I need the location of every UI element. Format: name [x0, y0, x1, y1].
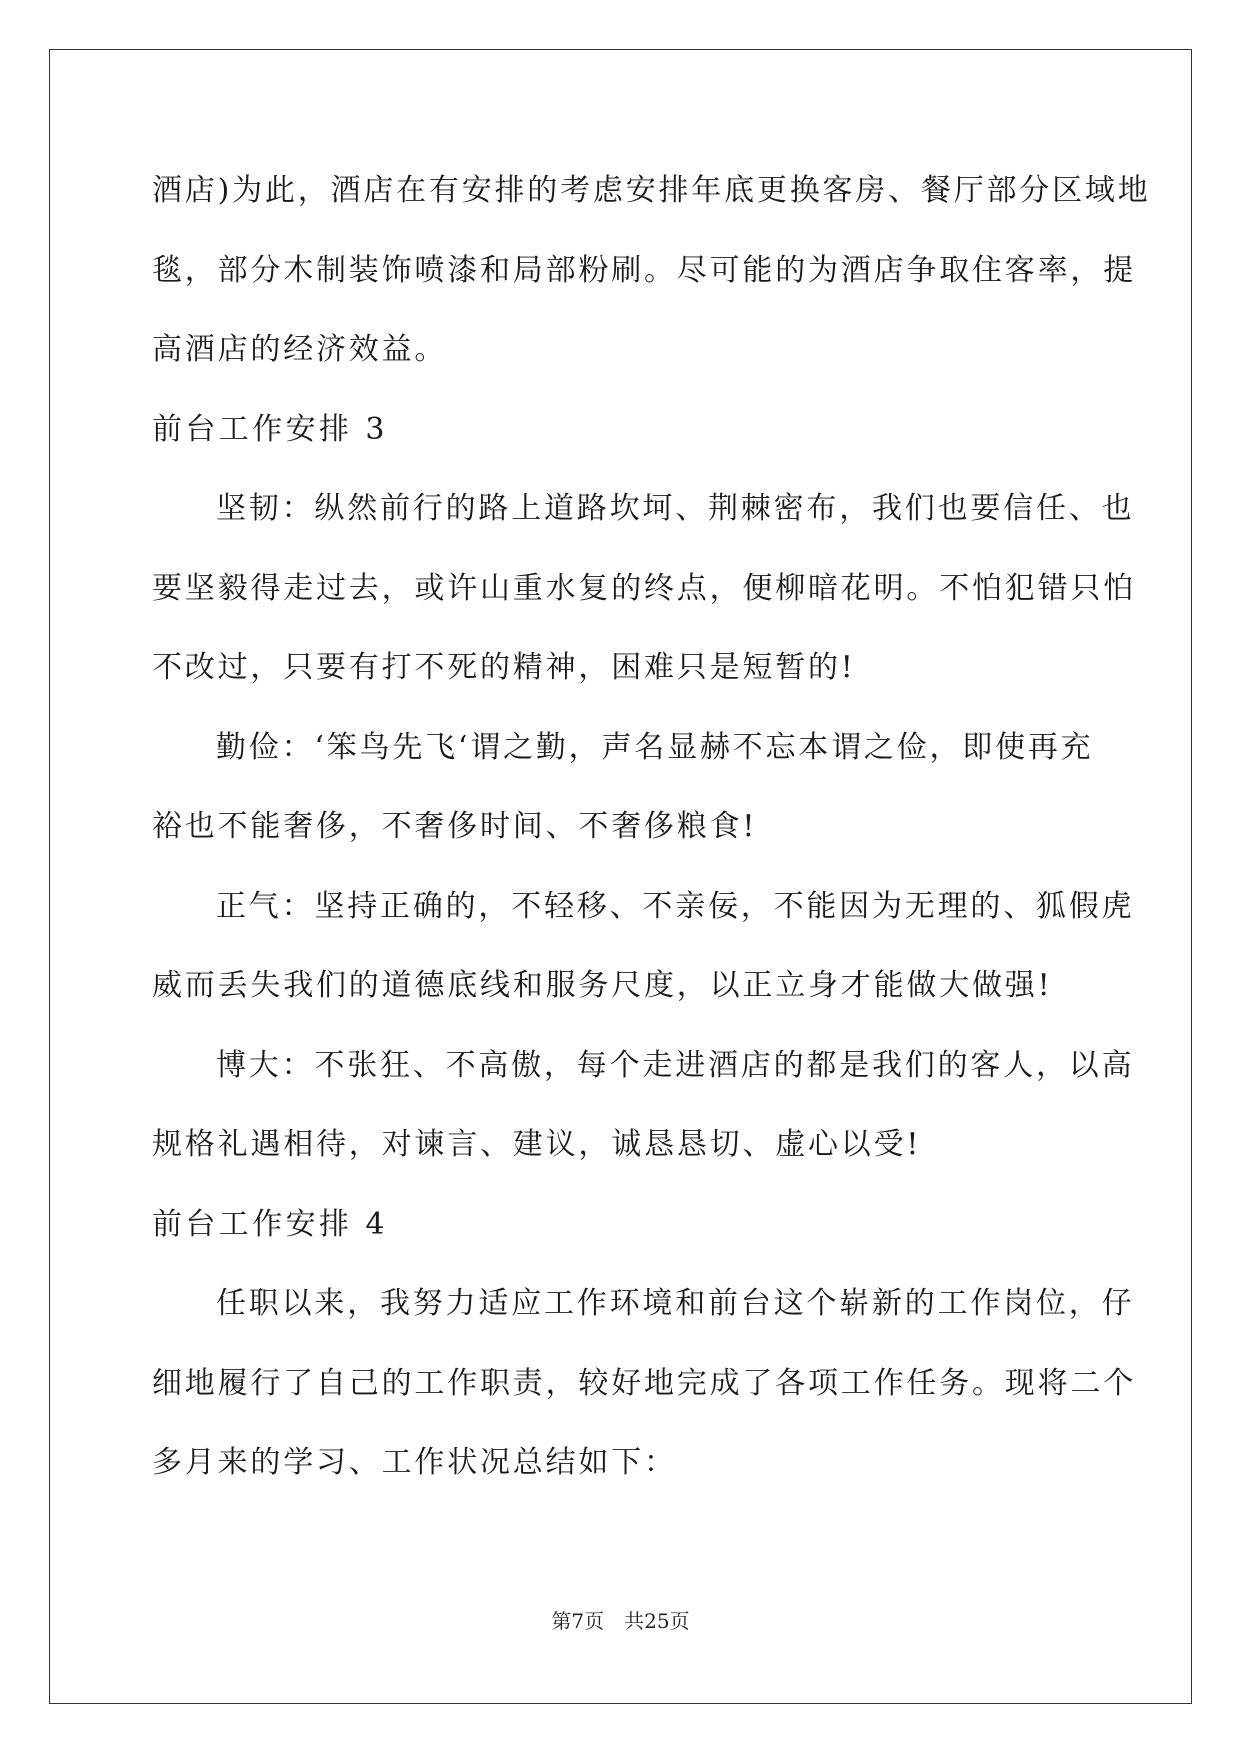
page-total: 共25页: [624, 1609, 690, 1633]
paragraph-line: 酒店)为此，酒店在有安排的考虑安排年底更换客房、餐厅部分区域地: [152, 173, 1151, 208]
page-number: 第7页: [551, 1609, 605, 1633]
paragraph-line: 多月来的学习、工作状况总结如下：: [152, 1445, 677, 1480]
paragraph-line: 要坚毅得走过去，或许山重水复的终点，便柳暗花明。不怕犯错只怕: [152, 570, 1136, 606]
paragraph-line: 坚韧：纵然前行的路上道路坎坷、荆棘密布，我们也要信任、也: [216, 491, 1135, 526]
paragraph-line: 勤俭：‘笨鸟先飞‘谓之勤，声名显赫不忘本谓之俭，即使再充: [216, 729, 1094, 765]
page-footer: [0, 1605, 1241, 1634]
paragraph-line: 任职以来，我努力适应工作环境和前台这个崭新的工作岗位，仔: [216, 1286, 1135, 1321]
paragraph-line: 正气：坚持正确的，不轻移、不亲佞，不能因为无理的、狐假虎: [216, 888, 1135, 924]
paragraph-line: 博大：不张狂、不高傲，每个走进酒店的都是我们的客人，以高: [216, 1047, 1135, 1083]
document-body: [152, 155, 1151, 1507]
paragraph-line: 不改过，只要有打不死的精神，困难只是短暂的!: [152, 650, 856, 685]
paragraph-line: 细地履行了自己的工作职责，较好地完成了各项工作任务。现将二个: [152, 1365, 1136, 1401]
paragraph-line: 高酒店的经济效益。: [152, 332, 448, 367]
section-heading: 前台工作安排 3: [152, 411, 388, 447]
paragraph-line: 规格礼遇相待，对谏言、建议，诚恳恳切、虚心以受!: [152, 1127, 922, 1162]
paragraph-line: 威而丢失我们的道德底线和服务尺度，以正立身才能做大做强!: [152, 968, 1053, 1003]
section-heading: 前台工作安排 4: [152, 1206, 388, 1242]
paragraph-line: 裕也不能奢侈，不奢侈时间、不奢侈粮食!: [152, 809, 758, 844]
paragraph-line: 毯，部分木制装饰喷漆和局部粉刷。尽可能的为酒店争取住客率，提: [152, 252, 1136, 288]
